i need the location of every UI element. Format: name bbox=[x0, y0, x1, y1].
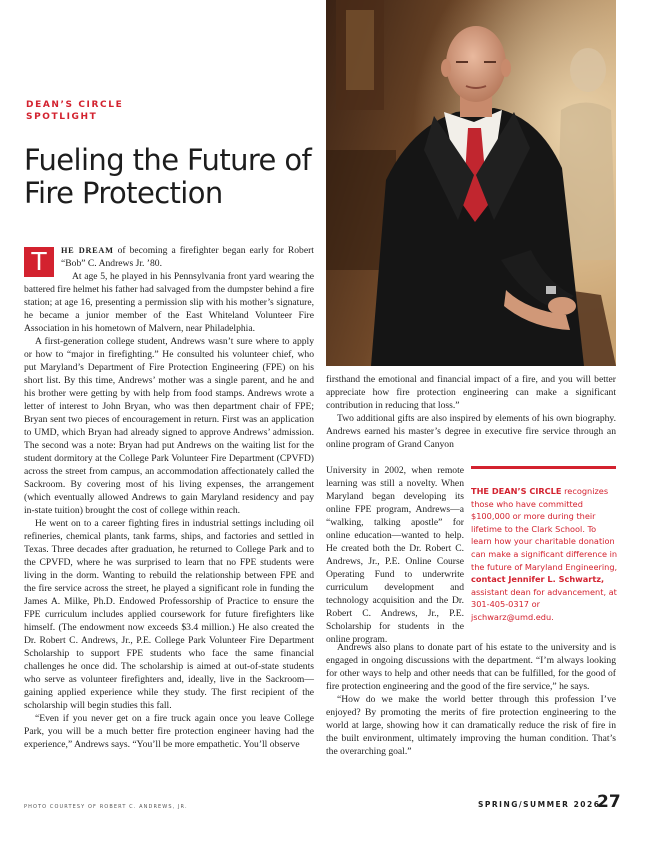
body-paragraph: “Even if you never get on a fire truck again once you leave College Park, you will be a much better fire protection engineer having had the experience,” Andrews says. “You’ll be more empathetic. You’ll observe bbox=[24, 713, 314, 750]
lead-paragraph bbox=[24, 244, 314, 276]
article-column-right-top bbox=[326, 373, 616, 451]
deans-circle-sidebar bbox=[471, 485, 618, 624]
body-paragraph: At age 5, he played in his Pennsylvania front yard wearing the battered fire helmet his father had salvaged from the dumpster behind a fire station; at age 16, presenting a permission slip with his mother’s signature, he became a junior member of the East Whiteland Volunteer Fire Association in his hometown of Malvern, near Philadelphia. bbox=[24, 271, 314, 334]
drop-cap: T bbox=[24, 247, 54, 277]
kicker-line-1: DEAN’S CIRCLE bbox=[26, 100, 124, 110]
portrait-photo bbox=[326, 0, 616, 366]
body-paragraph: University in 2002, when remote learning was still a novelty. When Maryland began developing its online FPE program, Andrews—a “walking, talking apostle” for online education—wanted to help. He created both the Dr. Robert C. Andrews, Jr., P.E. Online Course Operating Fund to underwrite curriculum development and technology acquisition and the Dr. Robert C. Andrews, Jr., P.E. Scholarship for students in the online program. bbox=[326, 465, 464, 645]
sidebar-lead: THE DEAN’S CIRCLE bbox=[471, 486, 562, 496]
article-column-narrow bbox=[326, 464, 464, 646]
body-paragraph: A first-generation college student, Andrews wasn’t sure where to apply or how to “major in firefighting.” He consulted his volunteer chief, who put Maryland’s Department of Fire Protection Engineering (FPE) on his short list. By this time, Andrews’ mother was a single parent, and he and his brother were getting by with help from food stamps. Andrews wrote a letter of interest to John Bryan, who was then department chair of FPE; Bryan sent two pieces of encouragement in return. First was an application to UMD, which Bryan had already signed to approve Andrews’ admission. The second was a note: Bryan had put Andrews on the waiting list for the student dormitory at the College Park Volunteer Fire Department (CPVFD) across the street from campus, an accommodation affectionately called the Sackroom. By covering most of his living expenses, the arrangement (which eventually allowed Andrews to gain Maryland residency and pay in-state tuition) brought the cost of college within reach. bbox=[24, 336, 314, 516]
photo-credit: PHOTO COURTESY OF ROBERT C. ANDREWS, JR. bbox=[24, 804, 188, 810]
article-column-right-bottom bbox=[326, 641, 616, 758]
body-paragraph: “How do we make the world better through this profession I’ve enjoyed? By promoting the merits of fire protection engineering to the world at large, showing how it can dramatically reduce the risk of fire in the built environment, ultimately improving the human condition. That’s the overarching goal.” bbox=[326, 694, 616, 757]
body-paragraph: He went on to a career fighting fires in industrial settings including oil refineries, chemical plants, tank farms, ships, and factories and settled in Texas. Three decades after graduation, he returned to College Park and to the CPVFD, where he was surprised to learn that no FPE students were living in the dorm. Wanting to rebuild the relationship between FPE and the fire service across the street, he played a significant role in funding the James A. Milke, Ph.D. Endowed Professorship of Practice to ensure the FPE curriculum includes applied coursework for future firefighters like himself. (The endowment now exceeds $3.4 million.) He also created the Dr. Robert C. Andrews, Jr., P.E. College Park Volunteer Fire Department Scholarship to support FPE students who face the same financial challenges he once did. The scholarship is aimed at out-of-state students who serve as volunteer firefighters and, ideally, live in the Sackroom—gaining applied experience while they study. The first recipient of the scholarship will begin studies this fall. bbox=[24, 518, 314, 711]
lead-text: of becoming a firefighter began early for Robert “Bob” C. Andrews Jr. ’80. bbox=[61, 245, 314, 269]
body-paragraph: Andrews also plans to donate part of his estate to the university and is engaged in ongoing discussions with the department. “I’m always looking for other ways to help and other needs that can be fulfilled, for the good of fire protection engineering and the good of the fire service,” he says. bbox=[326, 642, 616, 692]
kicker-line-2: SPOTLIGHT bbox=[26, 112, 98, 122]
sidebar-rule bbox=[471, 466, 616, 469]
body-paragraph: Two additional gifts are also inspired by elements of his own biography. Andrews earned his master’s degree in executive fire service through an online program of Grand Canyon bbox=[326, 413, 616, 450]
sidebar-text: recognizes those who have committed $100,000 or more during their lifetime to the Clark School. To learn how your charitable donation can make a significant difference in the future of Maryland Engineering, bbox=[471, 486, 618, 572]
article-title: Fueling the Future of Fire Protection bbox=[24, 143, 312, 210]
sidebar-contact-details: assistant dean for advancement, at 301-405-0317 or jschwarz@umd.edu. bbox=[471, 586, 617, 622]
issue-label: SPRING/SUMMER 2026 bbox=[478, 800, 601, 809]
body-paragraph: firsthand the emotional and financial impact of a fire, and you will better appreciate how fire protection engineering can make a significant contribution in reducing that loss.” bbox=[326, 374, 616, 411]
page-number: 27 bbox=[597, 792, 621, 812]
lead-in-caps: HE DREAM bbox=[61, 246, 114, 255]
department-kicker bbox=[26, 99, 123, 123]
article-column-left bbox=[24, 244, 314, 751]
sidebar-contact: contact Jennifer L. Schwartz, bbox=[471, 574, 605, 585]
